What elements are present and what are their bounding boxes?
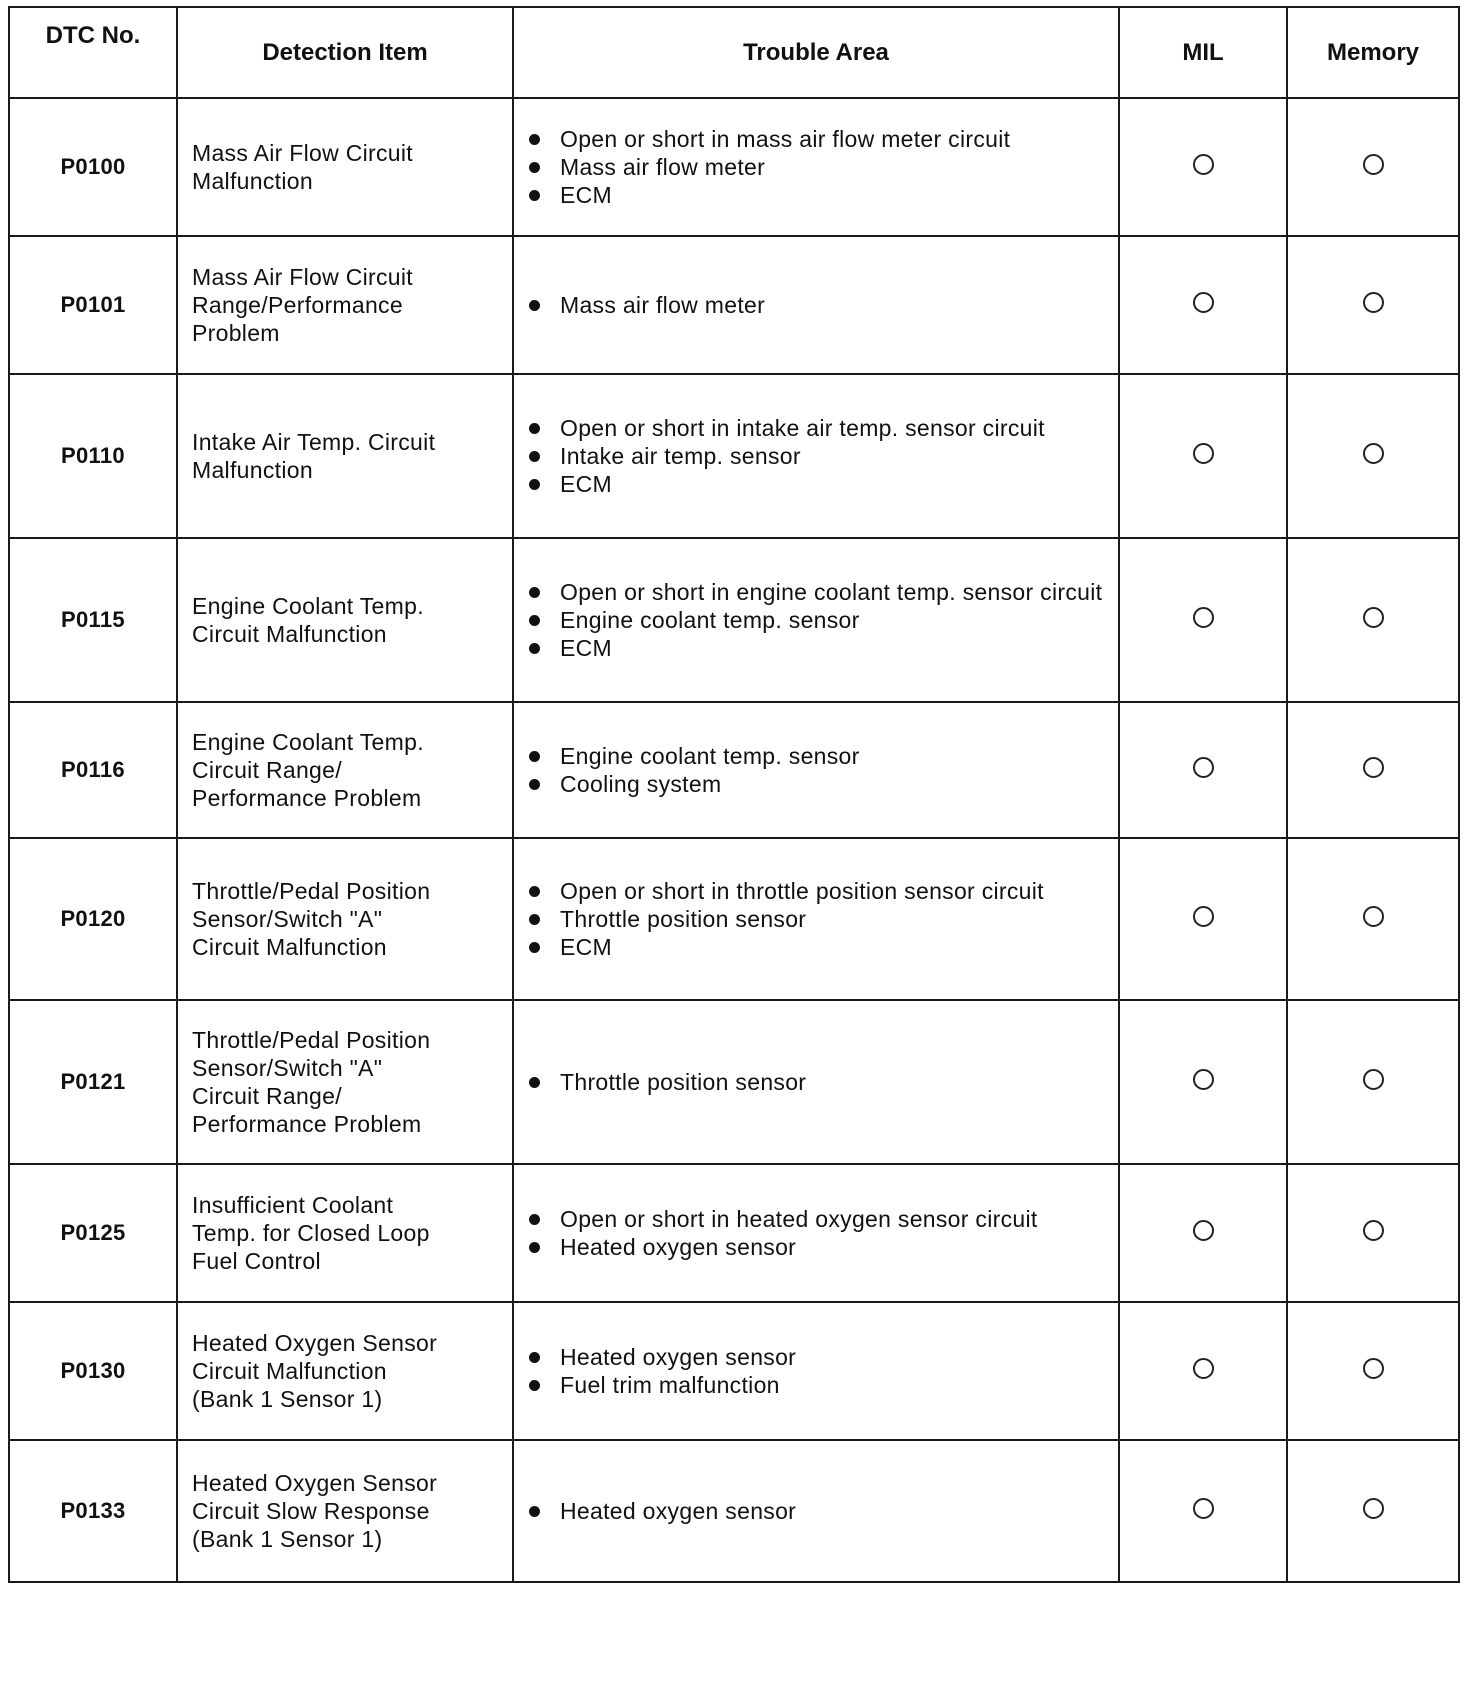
dtc-table xyxy=(8,6,1460,1583)
dtc-table-sheet xyxy=(8,6,1458,1583)
trouble-area-item: Open or short in engine coolant temp. sensor circuit xyxy=(526,578,1117,606)
memory-circle-icon xyxy=(1363,757,1384,778)
detection-item-line: Sensor/Switch "A" xyxy=(192,906,383,932)
mil-circle-icon xyxy=(1193,443,1214,464)
mil-circle-icon xyxy=(1193,1358,1214,1379)
trouble-area-list xyxy=(526,1343,1117,1399)
trouble-area-list xyxy=(526,1068,1117,1096)
detection-item-line: Circuit Slow Response xyxy=(192,1498,430,1524)
memory-circle-icon xyxy=(1363,1498,1384,1519)
detection-item-cell xyxy=(177,374,513,538)
mil-cell xyxy=(1119,702,1287,838)
trouble-area-list xyxy=(526,125,1117,209)
detection-item-line: Problem xyxy=(192,320,280,346)
detection-item-line: Sensor/Switch "A" xyxy=(192,1055,383,1081)
trouble-area-item: Mass air flow meter xyxy=(526,153,1117,181)
trouble-area-cell xyxy=(513,374,1119,538)
header-detection-item: Detection Item xyxy=(177,7,513,98)
mil-cell xyxy=(1119,538,1287,702)
memory-cell xyxy=(1287,236,1459,374)
memory-circle-icon xyxy=(1363,607,1384,628)
trouble-area-list xyxy=(526,1205,1117,1261)
mil-cell xyxy=(1119,1302,1287,1440)
detection-item-line: Malfunction xyxy=(192,168,313,194)
header-trouble-area: Trouble Area xyxy=(513,7,1119,98)
table-row xyxy=(9,1440,1459,1582)
trouble-area-item: Mass air flow meter xyxy=(526,291,1117,319)
memory-cell xyxy=(1287,98,1459,236)
detection-item-line: Engine Coolant Temp. xyxy=(192,729,424,755)
table-row xyxy=(9,1302,1459,1440)
detection-item-line: Malfunction xyxy=(192,457,313,483)
mil-circle-icon xyxy=(1193,1498,1214,1519)
memory-cell xyxy=(1287,838,1459,1000)
trouble-area-item: Open or short in mass air flow meter circuit xyxy=(526,125,1117,153)
trouble-area-list xyxy=(526,578,1117,662)
detection-item-cell xyxy=(177,1440,513,1582)
memory-circle-icon xyxy=(1363,1220,1384,1241)
detection-item-line: Throttle/Pedal Position xyxy=(192,1027,431,1053)
dtc-code: P0125 xyxy=(9,1164,177,1302)
detection-item-line: Fuel Control xyxy=(192,1248,321,1274)
mil-circle-icon xyxy=(1193,1069,1214,1090)
detection-item-line: Mass Air Flow Circuit xyxy=(192,140,413,166)
memory-cell xyxy=(1287,1302,1459,1440)
dtc-code: P0110 xyxy=(9,374,177,538)
memory-circle-icon xyxy=(1363,292,1384,313)
trouble-area-item: Heated oxygen sensor xyxy=(526,1497,1117,1525)
detection-item-line: Throttle/Pedal Position xyxy=(192,878,431,904)
dtc-code: P0101 xyxy=(9,236,177,374)
trouble-area-list xyxy=(526,414,1117,498)
detection-item-line: Circuit Range/ xyxy=(192,1083,342,1109)
dtc-code: P0130 xyxy=(9,1302,177,1440)
detection-item-cell xyxy=(177,838,513,1000)
trouble-area-item: Heated oxygen sensor xyxy=(526,1343,1117,1371)
dtc-code: P0120 xyxy=(9,838,177,1000)
detection-item-line: (Bank 1 Sensor 1) xyxy=(192,1526,383,1552)
detection-item-cell xyxy=(177,1302,513,1440)
detection-item-line: Engine Coolant Temp. xyxy=(192,593,424,619)
detection-item-cell xyxy=(177,1164,513,1302)
table-row xyxy=(9,374,1459,538)
detection-item-cell xyxy=(177,1000,513,1164)
detection-item-line: Mass Air Flow Circuit xyxy=(192,264,413,290)
detection-item-cell xyxy=(177,702,513,838)
trouble-area-cell xyxy=(513,838,1119,1000)
table-row xyxy=(9,98,1459,236)
trouble-area-cell xyxy=(513,538,1119,702)
trouble-area-item: Fuel trim malfunction xyxy=(526,1371,1117,1399)
dtc-code: P0116 xyxy=(9,702,177,838)
memory-circle-icon xyxy=(1363,1069,1384,1090)
mil-cell xyxy=(1119,838,1287,1000)
table-row xyxy=(9,1164,1459,1302)
memory-cell xyxy=(1287,1000,1459,1164)
detection-item-cell xyxy=(177,538,513,702)
dtc-code: P0121 xyxy=(9,1000,177,1164)
trouble-area-item: Throttle position sensor xyxy=(526,905,1117,933)
detection-item-cell xyxy=(177,98,513,236)
mil-cell xyxy=(1119,374,1287,538)
trouble-area-item: ECM xyxy=(526,933,1117,961)
dtc-code: P0100 xyxy=(9,98,177,236)
memory-cell xyxy=(1287,1440,1459,1582)
detection-item-line: Circuit Malfunction xyxy=(192,621,387,647)
trouble-area-item: Open or short in intake air temp. sensor circuit xyxy=(526,414,1117,442)
trouble-area-item: Engine coolant temp. sensor xyxy=(526,606,1117,634)
mil-circle-icon xyxy=(1193,906,1214,927)
trouble-area-cell xyxy=(513,98,1119,236)
trouble-area-item: ECM xyxy=(526,470,1117,498)
mil-cell xyxy=(1119,236,1287,374)
mil-cell xyxy=(1119,1000,1287,1164)
memory-cell xyxy=(1287,538,1459,702)
detection-item-line: Heated Oxygen Sensor xyxy=(192,1470,438,1496)
trouble-area-item: Heated oxygen sensor xyxy=(526,1233,1117,1261)
table-row xyxy=(9,1000,1459,1164)
mil-circle-icon xyxy=(1193,607,1214,628)
detection-item-line: Temp. for Closed Loop xyxy=(192,1220,430,1246)
detection-item-line: Circuit Malfunction xyxy=(192,1358,387,1384)
trouble-area-list xyxy=(526,1497,1117,1525)
trouble-area-cell xyxy=(513,1000,1119,1164)
table-row xyxy=(9,838,1459,1000)
header-memory: Memory xyxy=(1287,7,1459,98)
trouble-area-cell xyxy=(513,1440,1119,1582)
dtc-code: P0133 xyxy=(9,1440,177,1582)
mil-circle-icon xyxy=(1193,757,1214,778)
mil-cell xyxy=(1119,98,1287,236)
detection-item-cell xyxy=(177,236,513,374)
memory-circle-icon xyxy=(1363,1358,1384,1379)
trouble-area-item: Open or short in heated oxygen sensor circuit xyxy=(526,1205,1117,1233)
memory-circle-icon xyxy=(1363,443,1384,464)
table-body xyxy=(9,98,1459,1582)
detection-item-line: Performance Problem xyxy=(192,785,422,811)
trouble-area-item: Engine coolant temp. sensor xyxy=(526,742,1117,770)
detection-item-line: Heated Oxygen Sensor xyxy=(192,1330,438,1356)
header-mil: MIL xyxy=(1119,7,1287,98)
trouble-area-item: Intake air temp. sensor xyxy=(526,442,1117,470)
dtc-code: P0115 xyxy=(9,538,177,702)
header-row xyxy=(9,7,1459,98)
trouble-area-list xyxy=(526,742,1117,798)
trouble-area-item: Open or short in throttle position sensor circuit xyxy=(526,877,1117,905)
detection-item-line: Circuit Malfunction xyxy=(192,934,387,960)
trouble-area-cell xyxy=(513,236,1119,374)
table-row xyxy=(9,538,1459,702)
detection-item-line: Performance Problem xyxy=(192,1111,422,1137)
table-row xyxy=(9,702,1459,838)
memory-cell xyxy=(1287,374,1459,538)
mil-circle-icon xyxy=(1193,292,1214,313)
mil-cell xyxy=(1119,1440,1287,1582)
trouble-area-item: Throttle position sensor xyxy=(526,1068,1117,1096)
detection-item-line: Intake Air Temp. Circuit xyxy=(192,429,436,455)
mil-circle-icon xyxy=(1193,154,1214,175)
trouble-area-item: Cooling system xyxy=(526,770,1117,798)
detection-item-line: Range/Performance xyxy=(192,292,403,318)
header-dtc-no: DTC No. xyxy=(9,7,177,98)
trouble-area-item: ECM xyxy=(526,181,1117,209)
memory-cell xyxy=(1287,1164,1459,1302)
detection-item-line: Circuit Range/ xyxy=(192,757,342,783)
trouble-area-cell xyxy=(513,1302,1119,1440)
trouble-area-list xyxy=(526,877,1117,961)
trouble-area-cell xyxy=(513,702,1119,838)
detection-item-line: (Bank 1 Sensor 1) xyxy=(192,1386,383,1412)
memory-circle-icon xyxy=(1363,906,1384,927)
memory-circle-icon xyxy=(1363,154,1384,175)
mil-cell xyxy=(1119,1164,1287,1302)
table-row xyxy=(9,236,1459,374)
trouble-area-item: ECM xyxy=(526,634,1117,662)
detection-item-line: Insufficient Coolant xyxy=(192,1192,394,1218)
memory-cell xyxy=(1287,702,1459,838)
mil-circle-icon xyxy=(1193,1220,1214,1241)
trouble-area-cell xyxy=(513,1164,1119,1302)
trouble-area-list xyxy=(526,291,1117,319)
